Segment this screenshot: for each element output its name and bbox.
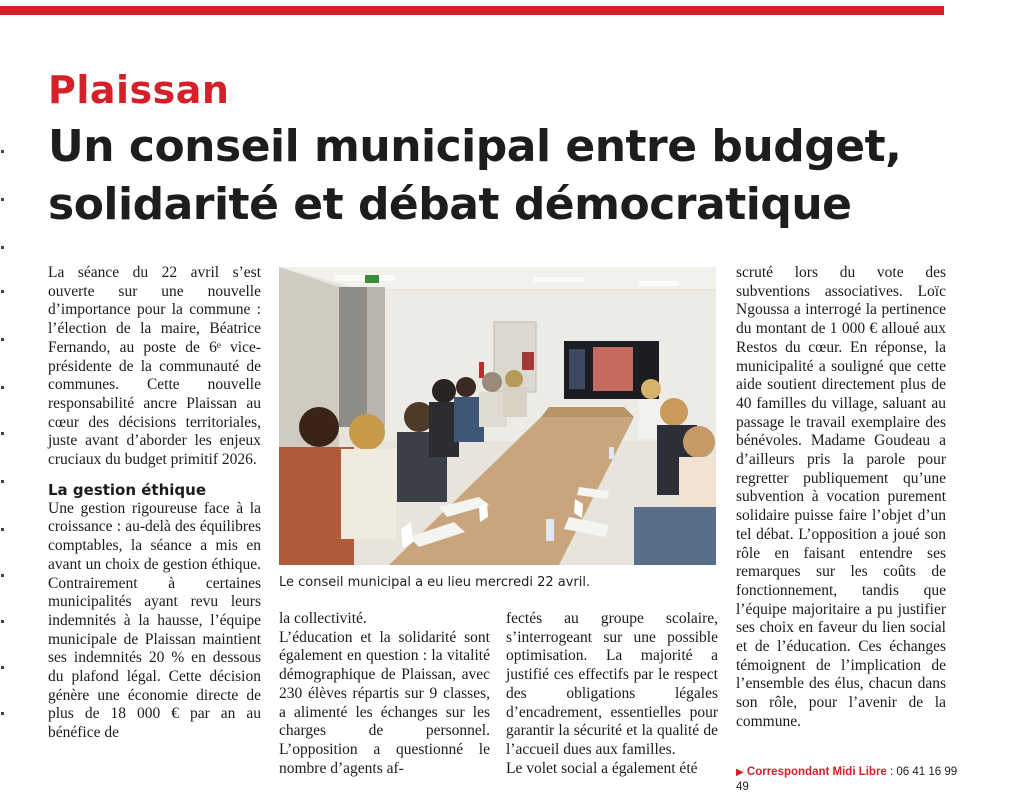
article-headline: Un conseil municipal entre budget, solidarité et débat démocratique xyxy=(48,121,902,230)
credit-phone: : 06 41 16 99 49 xyxy=(736,766,958,793)
column-4 xyxy=(736,264,946,732)
paragraph-education: L’éducation et la solidarité sont également en question : la vitalité démographique de Plaissan, avec 230 élèves répartis sur 9 classes, a alimenté les échanges sur les charges de personnel. L’opposition a questionné le nombre d’agents af- xyxy=(279,628,490,777)
top-accent-bar xyxy=(0,6,944,15)
paragraph-subsidies: scruté lors du vote des subventions associatives. Loïc Ngoussa a interrogé la pertinence du montant de 1 000 € alloué aux Restos du cœur. En réponse, la municipalité a souligné que cette aide soutient directement plus de 40 familles du village, saluant au passage le travail exemplaire des bénévoles. Madame Goudeau a d’ailleurs pris la parole pour regretter publiquement qu’une subvention à vocation purement solidaire puisse faire l’objet d’un tel débat. L’opposition a joué son rôle en faisant entendre ses remarques sur les coûts de fonctionnement, tandis que l’équipe majoritaire a pu justifier ses choix en faveur du lien social et de l’éducation. Ces échanges témoignent de l’implication de l’ensemble des élus, chacun dans son rôle, pour l’avenir de la commune. xyxy=(736,264,946,730)
column-2 xyxy=(279,610,490,778)
section-kicker: Plaissan xyxy=(48,68,230,112)
subheading: La gestion éthique xyxy=(48,480,207,499)
column-1 xyxy=(48,264,261,743)
correspondent-credit xyxy=(736,765,966,794)
paragraph-intro: La séance du 22 avril s’est ouverte sur une nouvelle d’importance pour la commune : l’élection de la maire, Béatrice Fernando, au poste de 6ᵉ vice-présidente de la communauté de communes. Cette nouvelle responsabilité ancre Plaissan au cœur des décisions territoriales, juste avant d’aborder les enjeux cruciaux du budget primitif 2026. xyxy=(48,264,261,469)
paragraph-collectivity: la collectivité. xyxy=(279,610,367,627)
paragraph-social-start: Le volet social a également été xyxy=(506,759,698,777)
photo-caption: Le conseil municipal a eu lieu mercredi 22 avril. xyxy=(279,575,591,590)
margin-dots xyxy=(0,150,6,750)
paragraph-ethics: Une gestion rigoureuse face à la croissance : au-delà des équilibres comptables, la séance a mis en avant un choix de gestion éthique. Contrairement à certaines municipalités ayant revu leurs indemnités à la hausse, l’équipe municipale de Plaissan maintient ses indemnités 20 % en dessous du plafond légal. Cette décision génère une économie directe de plus de 18 000 € par an au bénéfice de xyxy=(48,499,261,742)
column-3 xyxy=(506,610,718,778)
triangle-right-icon: ▶ xyxy=(736,767,744,778)
paragraph-staffing: fectés au groupe scolaire, s’interrogeant sur une possible optimisation. La majorité a justifié ces effectifs par le respect des obligations légales d’encadrement, essentielles pour garantir la sécurité et la qualité de l’accueil dues aux familles. xyxy=(506,610,718,758)
council-photo xyxy=(279,267,716,565)
credit-organization: Correspondant Midi Libre xyxy=(746,766,887,778)
